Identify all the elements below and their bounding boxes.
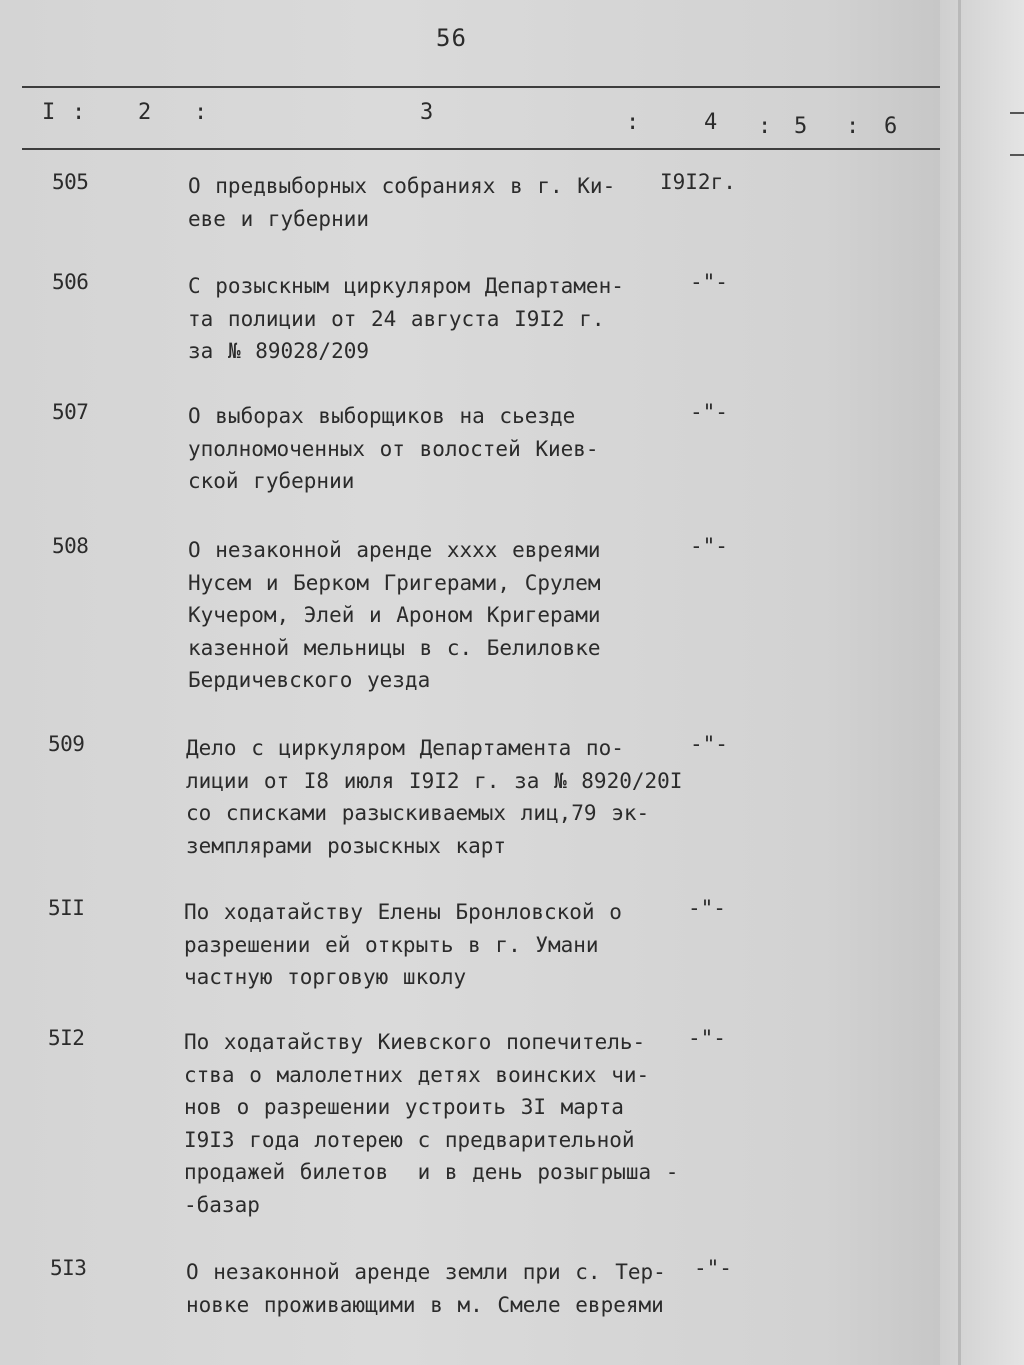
entry-date: -"- [690,270,728,294]
entry-line: за № 89028/209 [188,339,370,363]
entry-number: 5II [48,896,85,920]
entry-number: 5I3 [50,1256,87,1280]
entry-line: нов о разрешении устроить 3I марта [184,1095,624,1119]
entry-line: ской губернии [188,469,355,493]
entry-line: лиции от I8 июля I9I2 г. за № 8920/20I [186,768,683,793]
entry-number: 506 [52,270,89,294]
adjacent-page-mark [1010,154,1024,156]
adjacent-page-mark [1010,112,1024,114]
entry-line: ства о малолетних детях воинских чи- [184,1062,650,1087]
entry-date: -"- [694,1256,732,1280]
column-4-header: 4 [704,110,718,135]
entry-line: О предвыборных собраниях в г. Ки- [188,174,616,198]
entry-date: -"- [690,400,728,424]
column-separator: : [846,114,860,139]
entry-line: уполномоченных от волостей Киев- [188,436,599,461]
entry-description [188,270,668,368]
entry-number: 509 [48,732,85,756]
header-rule-bottom [22,148,968,150]
entry-number: 507 [52,400,89,424]
entry-date: I9I2г. [660,170,736,194]
entry-line: частную торговую школу [184,965,467,989]
entry-line: -базар [184,1192,260,1217]
entry-line: Кучером, Элей и Ароном Кригерами [188,603,601,627]
entry-date: -"- [690,732,728,756]
entry-line: казенной мельницы в с. Белиловке [188,635,601,660]
entry-line: со списками разыскиваемых лиц,79 эк- [186,801,650,825]
entry-line: Нусем и Берком Григерами, Срулем [188,570,601,595]
adjacent-page-edge [940,0,1024,1365]
entry-line: О незаконной аренде земли при с. Тер- [186,1260,666,1284]
entry-line: О выборах выборщиков на сьезде [188,404,576,428]
column-1-header: I [42,100,56,125]
entry-line: С розыскным циркуляром Департамен- [188,274,624,298]
entry-description [188,400,668,498]
entry-line: еве и губернии [188,206,370,231]
entry-number: 5I2 [48,1026,85,1050]
entry-line: Дело с циркуляром Департамента по- [186,736,624,760]
column-separator: : [758,114,772,139]
entry-line: По ходатайству Елены Бронловской о [184,900,622,924]
entry-description [184,1026,679,1221]
entry-description [188,170,668,235]
column-2-header: 2 [138,100,152,125]
column-separator: : [194,100,208,125]
entry-date: -"- [688,896,726,920]
entry-description [184,896,664,994]
column-5-header: 5 [794,114,808,139]
entry-number: 505 [52,170,89,194]
entry-line: О незаконной аренде хххх евреями [188,538,601,562]
column-separator: : [72,100,86,125]
header-rule-top [22,86,968,88]
column-3-header: 3 [420,100,434,125]
entry-line: земплярами розыскных карт [186,833,507,858]
entry-line: I9I3 года лотерею с предварительной [184,1127,635,1152]
column-6-header: 6 [884,114,898,139]
entry-description [186,732,683,862]
entry-number: 508 [52,534,89,558]
entry-date: -"- [688,1026,726,1050]
entry-line: Бердичевского уезда [188,668,431,692]
page-number: 56 [436,24,467,52]
entry-line: новке проживающими в м. Смеле евреями [186,1292,664,1317]
column-separator: : [626,110,640,135]
page-edge-shadow [958,0,961,1365]
entry-date: -"- [690,534,728,558]
entry-line: разрешении ей открыть в г. Умани [184,932,599,957]
entry-line: По ходатайству Киевского попечитель- [184,1030,646,1054]
entry-line: та полиции от 24 августа I9I2 г. [188,306,605,331]
entry-description [188,534,668,697]
entry-description [186,1256,666,1321]
entry-line: продажей билетов и в день розыгрыша - [184,1160,679,1184]
